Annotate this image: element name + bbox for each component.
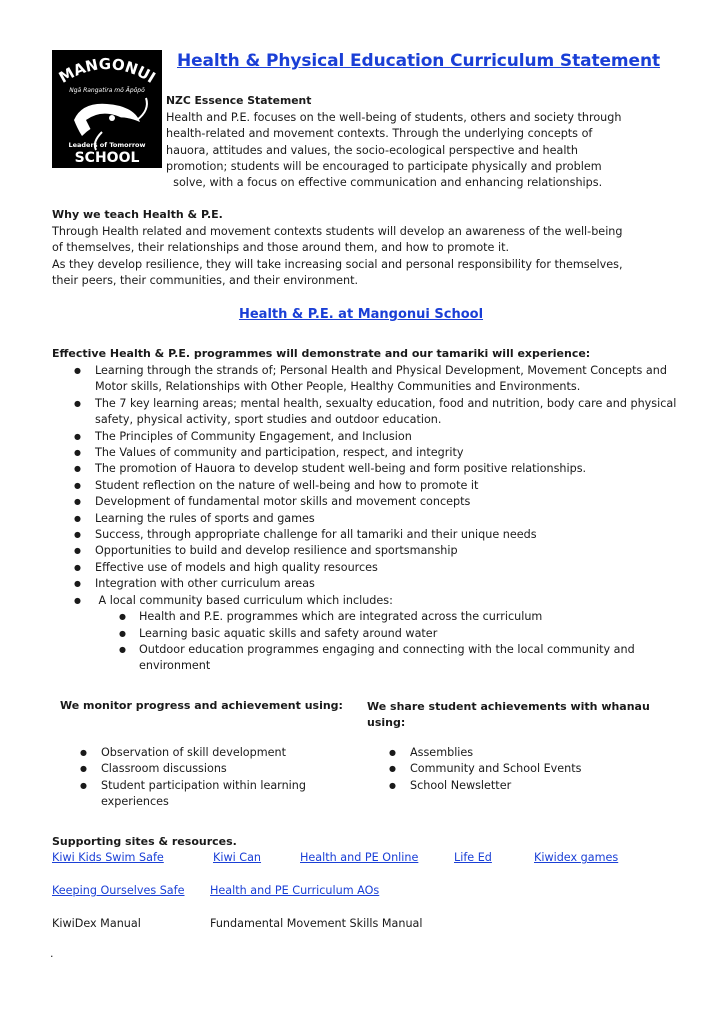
list-item: ● Classroom discussions bbox=[78, 761, 348, 777]
list-item bbox=[72, 429, 682, 445]
list-item-text: ● Success, through appropriate challenge for all tamariki and their unique needs bbox=[95, 528, 537, 542]
link-life-ed[interactable]: Life Ed bbox=[454, 851, 492, 864]
why-line: of themselves, their relationships and those around them, and how to promote it. bbox=[52, 241, 510, 255]
subtitle-text: Health & P.E. at Mangonui School bbox=[238, 307, 484, 322]
essence-line: health-related and movement contexts. Through the underlying concepts of bbox=[166, 127, 593, 141]
why-body bbox=[52, 224, 682, 290]
sub-list-item: ● Health and P.E. programmes which are integrated across the curriculum bbox=[117, 609, 682, 625]
why-line: As they develop resilience, they will take increasing social and personal responsibility for themselves, bbox=[52, 257, 623, 271]
list-item-text: ● A local community based curriculum which includes: bbox=[95, 593, 393, 607]
logo-motto-text: Ngā Rangatira mō Āpōpō bbox=[69, 87, 145, 94]
support-heading: Supporting sites & resources. bbox=[52, 835, 237, 848]
share-heading: We share student achievements with whanau using: bbox=[367, 700, 650, 729]
essence-line: promotion; students will be encouraged to participate physically and problem bbox=[166, 159, 602, 173]
effective-heading: Effective Health & P.E. programmes will demonstrate and our tamariki will experience: bbox=[52, 347, 591, 360]
monitor-heading: We monitor progress and achievement using: bbox=[60, 699, 343, 712]
resource-kiwidex-manual: KiwiDex Manual bbox=[52, 917, 141, 930]
list-item-text: ● The 7 key learning areas; mental health, sexualty education, food and nutrition, body care and physical safety, physical activity, sport studies and outdoor education. bbox=[95, 396, 677, 427]
link-kiwidex-games[interactable]: Kiwidex games bbox=[534, 851, 619, 864]
list-item bbox=[72, 576, 682, 592]
list-item: ● Community and School Events bbox=[387, 761, 657, 777]
list-item bbox=[72, 396, 682, 429]
share-list bbox=[387, 745, 657, 794]
sub-list bbox=[117, 609, 682, 675]
list-item: ● School Newsletter bbox=[387, 778, 657, 794]
list-item-text: ● Learning the rules of sports and games bbox=[95, 511, 315, 525]
essence-heading: NZC Essence Statement bbox=[166, 94, 312, 107]
list-item-text: ● The Principles of Community Engagement, and Inclusion bbox=[95, 429, 412, 443]
footer-mark: . bbox=[50, 947, 54, 960]
list-item-text: ● Opportunities to build and develop resilience and sportsmanship bbox=[95, 544, 458, 558]
list-item bbox=[72, 494, 682, 510]
essence-body bbox=[166, 110, 676, 191]
resource-fms-manual: Fundamental Movement Skills Manual bbox=[210, 917, 423, 930]
essence-line: Health and P.E. focuses on the well-being of students, others and society through bbox=[166, 111, 622, 124]
link-health-pe-curriculum-aos[interactable]: Health and PE Curriculum AOs bbox=[210, 884, 380, 897]
list-item bbox=[72, 363, 682, 396]
logo-name-text: MANGONUI bbox=[55, 54, 159, 87]
why-heading: Why we teach Health & P.E. bbox=[52, 208, 223, 221]
list-item-text: ● The Values of community and participation, respect, and integrity bbox=[95, 446, 464, 460]
list-item: ● Student participation within learning experiences bbox=[78, 778, 348, 811]
list-item bbox=[72, 461, 682, 477]
link-kiwi-kids-swim-safe[interactable]: Kiwi Kids Swim Safe bbox=[52, 851, 164, 864]
sub-list-item: ● Learning basic aquatic skills and safety around water bbox=[117, 626, 682, 642]
list-item-text: ● Student reflection on the nature of well-being and how to promote it bbox=[95, 478, 479, 492]
link-kiwi-can[interactable]: Kiwi Can bbox=[213, 851, 262, 864]
link-keeping-ourselves-safe[interactable]: Keeping Ourselves Safe bbox=[52, 884, 185, 897]
section-subtitle bbox=[0, 307, 722, 322]
list-item bbox=[72, 543, 682, 559]
essence-line: solve, with a focus on effective communication and enhancing relationships. bbox=[166, 176, 603, 190]
experience-list bbox=[72, 363, 682, 675]
list-item-text: ● Effective use of models and high quality resources bbox=[95, 560, 378, 574]
page-title: Health & Physical Education Curriculum Statement bbox=[177, 51, 661, 71]
list-item bbox=[72, 560, 682, 576]
link-health-pe-online[interactable]: Health and PE Online bbox=[300, 851, 419, 864]
sub-list-item: ● Outdoor education programmes engaging and connecting with the local community and environment bbox=[117, 642, 682, 675]
list-item-text: ● Integration with other curriculum areas bbox=[95, 577, 315, 591]
list-item-text: ● Development of fundamental motor skills and movement concepts bbox=[95, 495, 471, 509]
list-item bbox=[72, 478, 682, 494]
monitor-list bbox=[78, 745, 348, 811]
list-item bbox=[72, 527, 682, 543]
list-item-text: ● The promotion of Hauora to develop student well-being and form positive relationships. bbox=[95, 462, 587, 476]
list-item bbox=[72, 445, 682, 461]
logo-tagline-text: Leaders of Tomorrow bbox=[68, 141, 146, 149]
essence-line: hauora, attitudes and values, the socio-ecological perspective and health bbox=[166, 143, 578, 157]
list-item-text: ● Learning through the strands of; Personal Health and Physical Development, Movement Concepts and Motor skills, Relationships with Other People, Healthy Communities and Environments. bbox=[95, 364, 667, 394]
list-item bbox=[72, 511, 682, 527]
list-item: ● Observation of skill development bbox=[78, 745, 348, 761]
list-item: ● Assemblies bbox=[387, 745, 657, 761]
why-line: Through Health related and movement contexts students will develop an awareness of the well-being bbox=[52, 225, 623, 238]
why-line: their peers, their communities, and their environment. bbox=[52, 274, 359, 288]
list-item bbox=[72, 593, 682, 675]
school-logo bbox=[52, 50, 162, 168]
logo-school-text: SCHOOL bbox=[74, 150, 140, 166]
